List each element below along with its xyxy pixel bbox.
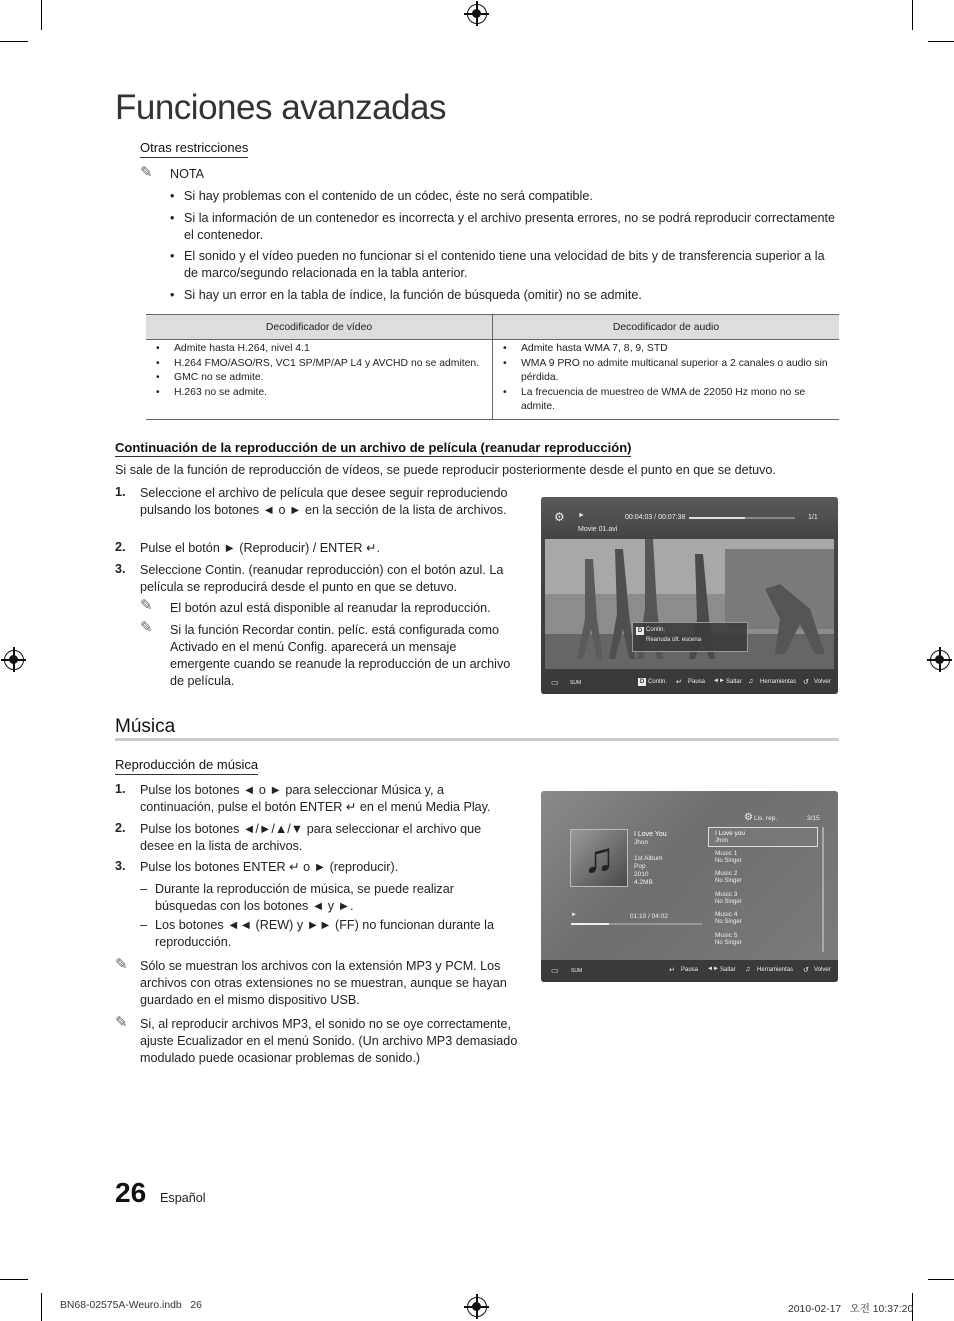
step-number: 3. [115,859,126,873]
crop-mark [912,0,913,30]
codec-table [146,314,839,420]
note-pencil-icon: ✎ [140,164,153,181]
music-step: Pulse los botones ◄/►/▲/▼ para seleccionar el archivo que desee en la lista de archivos. [140,822,482,853]
playlist-label: Lis. rep. [754,815,778,822]
music-step: Pulse los botones ENTER ↵ o ► (reproducir). [140,860,399,874]
video-bottom-bar [541,672,838,694]
page-number: 26 [115,1177,147,1208]
bar-tools[interactable]: Herramientas [757,967,794,973]
resume-heading: Continuación de la reproducción de un archivo de película (reanudar reproducción) [115,440,632,455]
tools-icon: ♫ [745,966,751,973]
music-section-title: Música [115,716,176,737]
restriction-item: • Si hay problemas con el contenido de un códec, éste no será compatible. [184,188,839,205]
step-number: 1. [115,782,126,796]
playlist-item-artist: No Singer [715,878,742,884]
crop-mark [41,1293,42,1321]
restriction-item: • El sonido y el vídeo pueden no funcionar si el contenido tiene una velocidad de bits y de transferencia superior a la de marco/segundo relacionada en la tabla anterior. [184,248,839,282]
popup-line2: Reanuda últ. escena [646,637,702,643]
registration-mark-icon [467,1297,487,1317]
footer-file: BN68-02575A-Weuro.indb 26 [60,1300,202,1311]
audio-cell [493,340,840,420]
left-right-icon: ◄► [713,678,725,684]
page-language: Español [160,1191,206,1205]
step-number: 3. [115,562,126,576]
crop-mark [0,1279,28,1280]
music-heading: Reproducción de música [115,757,258,775]
resume-note: El botón azul está disponible al reanudar la reproducción. [170,601,491,615]
blue-d-key-icon: D [637,628,643,634]
bar-skip[interactable]: Saltar [720,967,736,973]
playlist-item-title[interactable]: Music 1 [715,850,738,857]
step-number: 1. [115,485,126,499]
playlist-item-artist: No Singer [715,858,742,864]
return-icon: ↺ [803,967,809,974]
step-number: 2. [115,540,126,554]
playlist-item-title[interactable]: Music 2 [715,870,738,877]
enter-icon: ↵ [676,679,682,686]
resume-step: Seleccione Contin. (reanudar reproducción) con el botón azul. La película se reproducirá desde el punto en que se detuvo. [140,563,504,594]
playlist-item-artist: No Singer [715,919,742,925]
list-item: • Admite hasta WMA 7, 8, 9, STD [521,342,833,357]
bar-pause[interactable]: Pausa [688,679,706,685]
video-mode-icon: ⚙ [554,510,565,524]
restriction-item: • Si la información de un contenedor es incorrecta y el archivo presenta errores, no se podrá reproducir correctamente el contenedor. [184,210,839,244]
list-item: • La frecuencia de muestreo de WMA de 22050 Hz mono no se admite. [521,386,833,415]
music-note: Si, al reproducir archivos MP3, el sonido no se oye correctamente, ajuste Ecualizador en el menú Sonido. (Un archivo MP3 demasiado modulado puede ocasionar problemas de sonido.) [140,1017,518,1065]
list-item: • WMA 9 PRO no admite multicanal superior a 2 canales o audio sin pérdida. [521,357,833,386]
device-name: SUM [571,968,583,974]
popup-line1: Contin. [646,627,666,633]
play-icon: ► [571,912,577,918]
registration-mark-icon [467,4,487,24]
list-item: • H.263 no se admite. [174,386,486,401]
registration-mark-icon [930,650,950,670]
blue-d-key-icon: D [639,679,645,685]
track-genre: Pop [634,863,646,870]
usb-icon: ▭ [551,966,559,975]
note-pencil-icon: ✎ [115,956,128,973]
enter-icon: ↵ [669,967,675,974]
music-player-screenshot [541,791,838,982]
step-number: 2. [115,821,126,835]
crop-mark [41,0,42,30]
play-icon: ► [578,512,585,519]
list-item: • Admite hasta H.264, nivel 4.1 [174,342,486,357]
bar-contin[interactable]: Contin. [648,679,668,685]
music-dash-item: Los botones ◄◄ (REW) y ►► (FF) no funcionan durante la reproducción. [155,918,494,949]
registration-mark-icon [4,650,24,670]
resume-step: Pulse el botón ► (Reproducir) / ENTER ↵. [140,541,380,555]
bar-pause[interactable]: Pausa [681,967,699,973]
video-progress [689,517,795,519]
note-pencil-icon: ✎ [115,1014,128,1031]
playlist-item-title: I Love you [715,830,745,837]
list-item: • GMC no se admite. [174,371,486,386]
crop-mark [928,1279,954,1280]
table-header-audio: Decodificador de audio [493,315,840,340]
note-pencil-icon: ✎ [140,597,153,614]
playlist-item-title[interactable]: Music 5 [715,932,738,939]
left-right-icon: ◄► [707,966,719,972]
music-note-icon: ♫ [583,834,615,881]
playlist-item-artist: Jhon [715,838,729,844]
music-note: Sólo se muestran los archivos con la extensión MP3 y PCM. Los archivos con otras extensiones no se muestran, aunque se hayan guardado en el mismo dispositivo USB. [140,959,507,1007]
footer-date: 2010-02-17 오전 10:37:20 [788,1304,914,1315]
track-year: 2010 [634,871,649,878]
playlist-scrollbar[interactable] [822,827,824,952]
crop-mark [0,41,28,42]
bar-back[interactable]: Volver [814,679,831,685]
return-icon: ↺ [803,679,809,686]
playlist-item-title[interactable]: Music 3 [715,891,738,898]
tools-icon: ♫ [748,678,754,685]
playlist-icon: ⚙ [744,812,753,823]
resume-intro: Si sale de la función de reproducción de vídeos, se puede reproducir posteriormente desde el punto en que se detuvo. [115,463,776,477]
playlist-count: 3/15 [807,815,820,822]
music-progress [571,923,702,925]
video-filename: Movie 01.avi [578,526,618,533]
music-dash-item: Durante la reproducción de música, se puede realizar búsquedas con los botones ◄ y ►. [155,882,454,913]
section-divider [115,738,839,741]
bar-tools[interactable]: Herramientas [760,679,797,685]
playlist-item-title[interactable]: Music 4 [715,911,738,918]
list-item: • H.264 FMO/ASO/RS, VC1 SP/MP/AP L4 y AVCHD no se admiten. [174,357,486,372]
track-time: 01:10 / 04:02 [630,913,668,920]
music-step: Pulse los botones ◄ o ► para seleccionar Música y, a continuación, pulse el botón ENTER ↵ en el menú Media Play. [140,783,491,814]
track-artist: Jhon [634,839,649,846]
note-pencil-icon: ✎ [140,619,153,636]
video-player-screenshot [541,497,838,694]
video-time: 00:04:03 / 00:07:38 [625,514,686,521]
track-size: 4.2MB [634,879,653,886]
table-header-video: Decodificador de vídeo [146,315,493,340]
track-album: 1st Album [634,855,663,862]
resume-note: Si la función Recordar contin. pelíc. está configurada como Activado en el menú Config. aparecerá un mensaje emergente cuando se reanude la reproducción de un archivo de película. [170,623,511,688]
note-label: NOTA [170,167,205,181]
resume-step: Seleccione el archivo de película que desee seguir reproduciendo pulsando los botones ◄ o ► en la sección de la lista de archivos. [140,486,508,517]
music-bottom-bar [541,960,838,982]
crop-mark [928,41,954,42]
playlist-item-artist: No Singer [715,899,742,905]
page-title: Funciones avanzadas [115,88,446,127]
dash-marker: – [140,882,148,896]
video-count: 1/1 [808,514,818,521]
bar-skip[interactable]: Saltar [726,679,742,685]
device-name: SUM [570,680,582,686]
restrictions-heading: Otras restricciones [140,140,248,158]
resume-popup[interactable] [632,622,748,652]
dash-marker: – [140,918,148,932]
video-cell [146,340,493,420]
album-art [570,829,628,887]
usb-icon: ▭ [551,678,559,687]
playlist-item-artist: No Singer [715,940,742,946]
track-title: I Love You [634,831,667,838]
bar-back[interactable]: Volver [814,967,831,973]
restriction-item: • Si hay un error en la tabla de índice, la función de búsqueda (omitir) no se admite. [184,287,839,304]
